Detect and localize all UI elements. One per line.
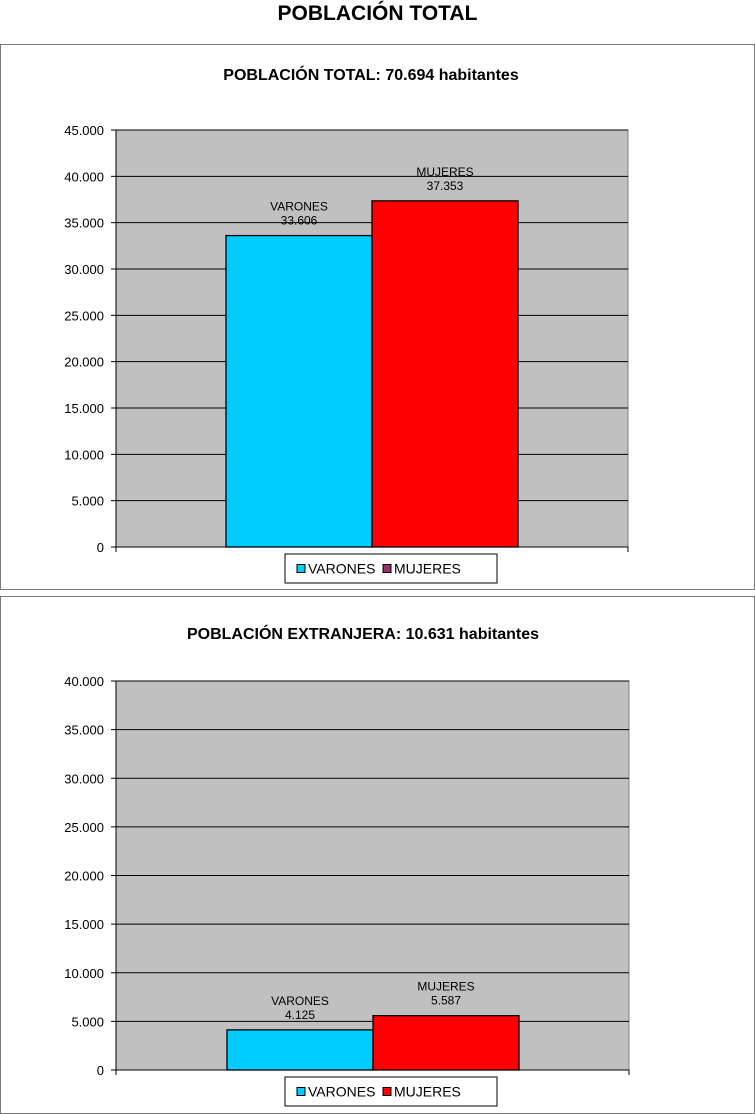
y-tick-label: 5.000 [71, 1014, 104, 1030]
y-tick-label: 35.000 [64, 722, 104, 738]
data-label-category-mujeres: MUJERES [417, 979, 475, 994]
legend-label-mujeres: MUJERES [394, 560, 461, 577]
y-tick-label: 30.000 [64, 771, 104, 787]
y-tick-label: 40.000 [64, 674, 104, 689]
bar-mujeres [372, 201, 518, 547]
chart-title: POBLACIÓN EXTRANJERA: 10.631 habitantes [186, 626, 540, 643]
legend-swatch-mujeres [383, 565, 391, 573]
total-population-chart [0, 44, 755, 590]
data-label-value-mujeres: 5.587 [430, 993, 462, 1008]
y-tick-label: 20.000 [64, 868, 104, 884]
data-label-value-mujeres: 37.353 [426, 178, 464, 193]
page-title: POBLACIÓN TOTAL [277, 2, 478, 25]
chart-title: POBLACIÓN TOTAL: 70.694 habitantes [223, 67, 519, 84]
y-tick-label: 10.000 [64, 965, 104, 981]
bar-mujeres [373, 1016, 519, 1070]
data-label-category-varones: VARONES [271, 993, 329, 1008]
y-tick-label: 0 [96, 1063, 104, 1078]
legend-label-varones: VARONES [308, 560, 376, 577]
y-tick-label: 45.000 [64, 123, 104, 138]
legend-label-mujeres: MUJERES [394, 1083, 461, 1100]
legend-label-varones: VARONES [308, 1083, 376, 1100]
y-tick-label: 25.000 [64, 308, 104, 324]
foreign-population-chart [0, 596, 755, 1114]
y-tick-label: 15.000 [64, 917, 104, 933]
y-tick-label: 10.000 [64, 447, 104, 463]
bar-varones [226, 236, 372, 547]
legend-swatch-varones [297, 1088, 305, 1096]
legend-swatch-mujeres [383, 1088, 391, 1096]
y-tick-label: 15.000 [64, 401, 104, 416]
y-tick-label: 25.000 [64, 819, 104, 835]
y-tick-label: 30.000 [64, 262, 104, 277]
total-population-chart-svg [1, 45, 754, 589]
y-tick-label: 5.000 [71, 493, 104, 509]
data-label-value-varones: 33.606 [280, 213, 318, 228]
legend-swatch-varones [297, 565, 305, 573]
foreign-population-chart-svg [1, 597, 754, 1113]
data-label-category-varones: VARONES [270, 199, 328, 214]
data-label-category-mujeres: MUJERES [416, 164, 474, 179]
y-tick-label: 20.000 [64, 354, 104, 370]
y-tick-label: 40.000 [64, 169, 104, 185]
bar-varones [227, 1030, 373, 1070]
y-tick-label: 0 [96, 540, 104, 555]
data-label-value-varones: 4.125 [284, 1007, 316, 1022]
y-tick-label: 35.000 [64, 215, 104, 231]
